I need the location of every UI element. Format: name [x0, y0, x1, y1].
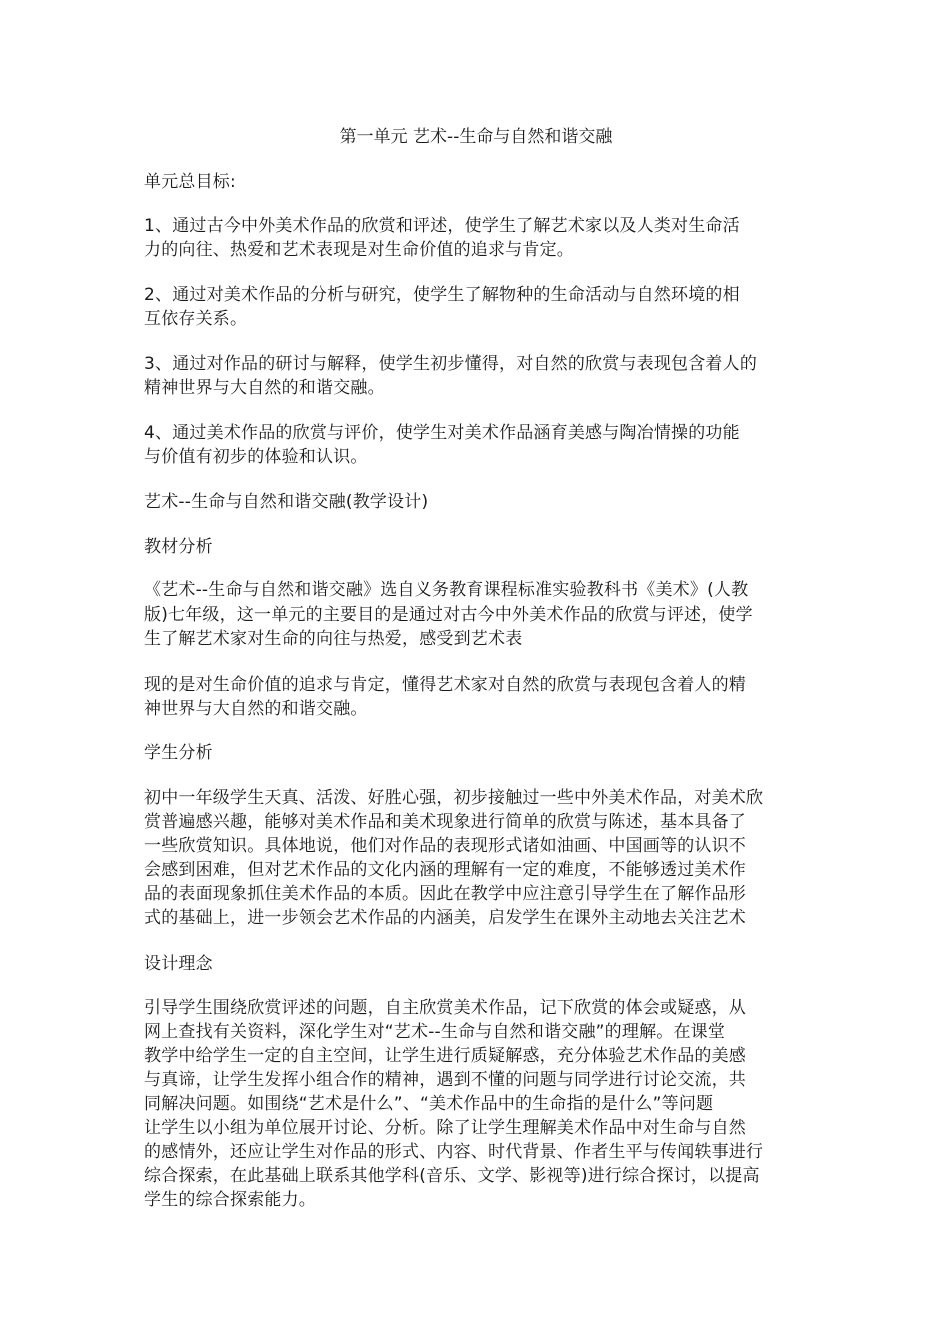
student-line-4: 会感到困难，但对艺术作品的文化内涵的理解有一定的难度，不能够透过美术作 [144, 860, 746, 880]
goal-1-line-2: 力的向往、热爱和艺术表现是对生命价值的追求与肯定。 [144, 240, 574, 260]
concept-heading: 设计理念 [144, 954, 213, 974]
student-line-5: 品的表面现象抓住美术作品的本质。因此在教学中应注意引导学生在了解作品形 [144, 884, 746, 904]
goal-3-line-2: 精神世界与大自然的和谐交融。 [144, 378, 385, 398]
goal-4-line-1: 4、通过美术作品的欣赏与评价，使学生对美术作品涵育美感与陶冶情操的功能 [144, 423, 740, 443]
student-line-2: 赏普遍感兴趣，能够对美术作品和美术现象进行简单的欣赏与陈述，基本具备了 [144, 812, 746, 832]
material-p1-line-2: 版)七年级，这一单元的主要目的是通过对古今中外美术作品的欣赏与评述，使学 [144, 605, 753, 625]
goal-1-line-1: 1、通过古今中外美术作品的欣赏和评述，使学生了解艺术家以及人类对生命活 [144, 216, 740, 236]
document-title: 第一单元 艺术--生命与自然和谐交融 [339, 127, 613, 147]
concept-line-9: 学生的综合探索能力。 [144, 1190, 316, 1210]
concept-line-1: 引导学生围绕欣赏评述的问题，自主欣赏美术作品，记下欣赏的体会或疑惑，从 [144, 998, 746, 1018]
material-p1-line-1: 《艺术--生命与自然和谐交融》选自义务教育课程标准实验教科书《美术》(人教 [144, 580, 749, 600]
material-p2-line-1: 现的是对生命价值的追求与肯定，懂得艺术家对自然的欣赏与表现包含着人的精 [144, 675, 746, 695]
student-heading: 学生分析 [144, 743, 213, 763]
material-p1-line-3: 生了解艺术家对生命的向往与热爱，感受到艺术表 [144, 629, 523, 649]
student-line-3: 一些欣赏知识。具体地说，他们对作品的表现形式诸如油画、中国画等的认识不 [144, 836, 746, 856]
concept-line-5: 同解决问题。如围绕“艺术是什么”、“美术作品中的生命指的是什么”等问题 [144, 1094, 714, 1114]
concept-line-7: 的感情外，还应让学生对作品的形式、内容、时代背景、作者生平与传闻轶事进行 [144, 1142, 764, 1162]
student-line-1: 初中一年级学生天真、活泼、好胜心强，初步接触过一些中外美术作品，对美术欣 [144, 788, 764, 808]
goal-4-line-2: 与价值有初步的体验和认识。 [144, 447, 368, 467]
goal-2-line-2: 互依存关系。 [144, 309, 248, 329]
concept-line-8: 综合探索，在此基础上联系其他学科(音乐、文学、影视等)进行综合探讨，以提高 [144, 1166, 760, 1186]
concept-line-4: 与真谛，让学生发挥小组合作的精神，遇到不懂的问题与同学进行讨论交流，共 [144, 1070, 746, 1090]
student-line-6: 式的基础上，进一步领会艺术作品的内涵美，启发学生在课外主动地去关注艺术 [144, 908, 746, 928]
design-title: 艺术--生命与自然和谐交融(教学设计) [144, 492, 429, 512]
goal-heading: 单元总目标: [144, 172, 236, 192]
material-p2-line-2: 神世界与大自然的和谐交融。 [144, 699, 368, 719]
concept-line-2: 网上查找有关资料，深化学生对“艺术--生命与自然和谐交融”的理解。在课堂 [144, 1022, 726, 1042]
goal-2-line-1: 2、通过对美术作品的分析与研究，使学生了解物种的生命活动与自然环境的相 [144, 285, 740, 305]
concept-line-3: 教学中给学生一定的自主空间，让学生进行质疑解惑，充分体验艺术作品的美感 [144, 1046, 746, 1066]
material-heading: 教材分析 [144, 537, 213, 557]
concept-line-6: 让学生以小组为单位展开讨论、分析。除了让学生理解美术作品中对生命与自然 [144, 1118, 746, 1138]
goal-3-line-1: 3、通过对作品的研讨与解释，使学生初步懂得，对自然的欣赏与表现包含着人的 [144, 354, 758, 374]
